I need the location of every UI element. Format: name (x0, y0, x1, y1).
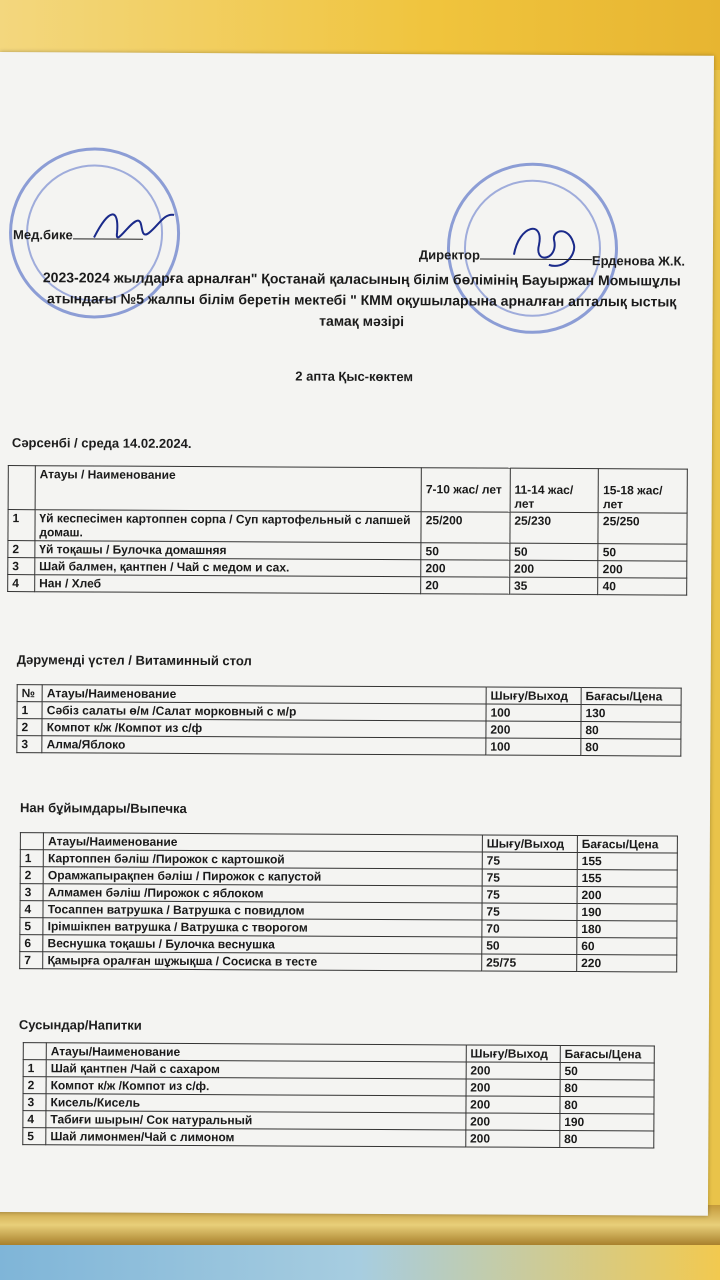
title-line-2: атындағы №5 жалпы білім беретін мектебі " КММ оқушыларына арналған апталық ыстық (47, 290, 677, 310)
table-row: 4 Нан / Хлеб 20 35 40 (8, 575, 687, 596)
table-header-row: Атауы / Наименование 7-10 жас/ лет 11-14 жас/ лет 15-18 жас/ лет (8, 466, 687, 514)
menu-sheet (0, 52, 714, 1216)
bakery-heading: Нан бұйымдары/Выпечка (20, 800, 187, 816)
drinks-table (22, 1042, 655, 1148)
title-line-3: тамақ мәзірі (319, 312, 405, 330)
day-label: Сәрсенбі / среда 14.02.2024. (11, 435, 192, 452)
table-row: 5 Ірімшікпен ватрушка / Ватрушка с творогом 70 180 (20, 918, 677, 938)
background-bottom (0, 1245, 720, 1280)
table-row: 2 Орамжапырақпен бәліш / Пирожок с капустой 75 155 (20, 867, 677, 887)
table-row: 1 Үй кеспесімен картоппен сорпа / Суп картофельный с лапшей домаш. 25/200 25/230 25/250 (8, 510, 687, 545)
title-line-1: 2023-2024 жылдарға арналған" Қостанай қаласының білім бөлімінің Бауыржан Момышұлы (42, 269, 681, 289)
table-row: 3 Шай балмен, қантпен / Чай с медом и сах. 200 200 200 (8, 558, 687, 579)
table-header-row: № Атауы/Наименование Шығу/Выход Бағасы/Цена (17, 685, 681, 705)
director-signature (504, 215, 584, 275)
table-row: 6 Веснушка тоқашы / Булочка веснушка 50 60 (20, 935, 677, 955)
table-row: 5 Шай лимонмен/Чай с лимоном 200 80 (23, 1128, 654, 1148)
table-row: 1 Картоппен бәліш /Пирожок с картошкой 75 155 (20, 850, 677, 870)
nurse-label: Мед.бике (13, 227, 143, 243)
menu-title (17, 267, 707, 334)
table-row: 3 Алмамен бәліш /Пирожок с яблоком 75 200 (20, 884, 677, 904)
director-name: Ерденова Ж.К. (591, 253, 686, 269)
table-row: 1 Шай қантпен /Чай с сахаром 200 50 (23, 1060, 654, 1080)
table-row: 2 Үй тоқашы / Булочка домашняя 50 50 50 (8, 541, 687, 562)
vitamin-table (16, 684, 681, 756)
bakery-table (19, 832, 678, 972)
table-row: 3 Алма/Яблоко 100 80 (17, 736, 681, 756)
vitamin-heading: Дәрумендi үстел / Витаминный стол (16, 652, 252, 669)
drinks-heading: Сусындар/Напитки (18, 1017, 142, 1033)
table-row: 1 Сәбіз салаты ө/м /Салат морковный с м/р 100 130 (17, 702, 681, 722)
main-menu-table (7, 465, 688, 596)
table-header-row: Атауы/Наименование Шығу/Выход Бағасы/Цена (23, 1043, 654, 1063)
table-row: 4 Тосаппен ватрушка / Ватрушка с повидлом 75 190 (20, 901, 677, 921)
week-label: 2 апта Қыс-көктем (295, 368, 414, 385)
table-row: 7 Қамырға оралған шұжықша / Сосиска в тесте 25/75 220 (20, 952, 677, 972)
table-header-row: Атауы/Наименование Шығу/Выход Бағасы/Цена (20, 833, 677, 853)
table-row: 2 Компот к/ж /Компот из с/ф 200 80 (17, 719, 681, 739)
director-label: Директор (419, 247, 592, 263)
table-row: 3 Кисель/Кисель 200 80 (23, 1094, 654, 1114)
table-row: 2 Компот к/ж /Компот из с/ф. 200 80 (23, 1077, 654, 1097)
table-row: 4 Табиғи шырын/ Сок натуральный 200 190 (23, 1111, 654, 1131)
